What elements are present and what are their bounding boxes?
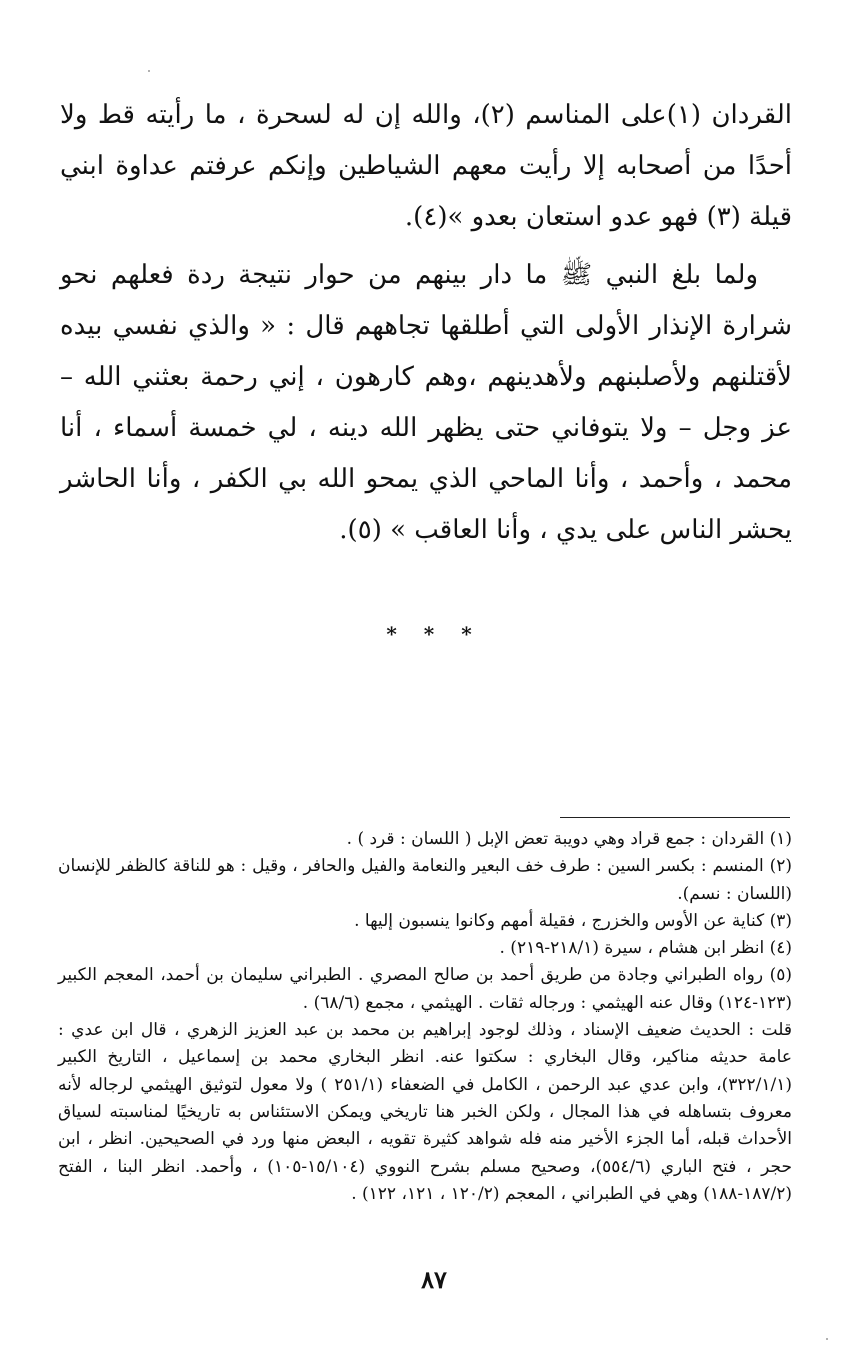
footnote-divider xyxy=(560,817,790,818)
footnotes xyxy=(58,826,792,1208)
paragraph-text: ولما بلغ النبي ﷺ ما دار بينهم من حوار نتيجة ردة فعلهم نحو شرارة الإنذار الأولى التي أطلقها تجاههم قال : « والذي نفسي بيده لأقتلنهم ولأصلبنهم ولأهدينهم ،وهم كارهون ، إني رحمة بعثني الله – عز وجل – ولا يتوفاني حتى يظهر الله دينه ، لي خمسة أسماء ، أنا محمد ، وأحمد ، وأنا الماحي الذي يمحو الله بي الكفر ، وأنا الحاشر يحشر الناس على يدي ، وأنا العاقب » (٥). xyxy=(60,260,792,545)
scan-speck xyxy=(148,70,150,72)
scan-speck xyxy=(826,1338,828,1340)
footnote-2: (٢) المنسم : بكسر السين : طرف خف البعير والنعامة والفيل والحافر ، وقيل : هو للناقة كالظفر للإنسان (اللسان : نسم). xyxy=(58,856,792,904)
main-paragraph-1 xyxy=(60,90,792,243)
paragraph-text: القردان (١)على المناسم (٢)، والله إن له لسحرة ، ما رأيته قط ولا أحدًا من أصحابه إلا رأيت معهم الشياطين وإنكم عرفتم عداوة ابني قيلة (٣) فهو عدو استعان بعدو »(٤). xyxy=(60,100,792,232)
footnote-4: (٤) انظر ابن هشام ، سيرة (٢١٨/١-٢١٩) . xyxy=(499,938,792,959)
main-paragraph-2 xyxy=(60,250,792,556)
footnote-5: (٥) رواه الطبراني وجادة من طريق أحمد بن صالح المصري . الطبراني سليمان بن أحمد، المعجم الكبير (١٢٣-١٢٤) وقال عنه الهيثمي : ورجاله ثقات . الهيثمي ، مجمع (٦٨/٦) . xyxy=(58,965,792,1013)
footnote-commentary: قلت : الحديث ضعيف الإسناد ، وذلك لوجود إبراهيم بن محمد بن عبد العزيز الزهري ، قال ابن عدي : عامة حديثه مناكير، وقال البخاري : سكتوا عنه. انظر البخاري محمد بن إسماعيل ، التاريخ الكبير (٣٢٢/١/١)، وابن عدي عبد الرحمن ، الكامل في الضعفاء (٢٥١/١ ) ولا معول لتوثيق الهيثمي لرجاله لأنه معروف بتساهله في هذا المجال ، ولكن الخبر هنا تاريخي ويمكن الاستئناس به تاريخيًا لمناسبته لسياق الأحداث قبله، أما الجزء الأخير منه فله شواهد كثيرة تقويه ، البعض منها ورد في الصحيحين. انظر ، ابن حجر ، فتح الباري (٥٥٤/٦)، وصحيح مسلم بشرح النووي (١٥/١٠٤-١٠٥) ، وأحمد. انظر البنا ، الفتح (١٨٧/٢-١٨٨) وهي في الطبراني ، المعجم (١٢٠/٢ ، ١٢١، ١٢٢) . xyxy=(58,1020,793,1204)
footnote-1: (١) القردان : جمع قراد وهي دويبة تعض الإبل ( اللسان : قرد ) . xyxy=(346,829,792,849)
section-separator: * * * xyxy=(386,622,482,646)
page-number: ٨٧ xyxy=(421,1265,447,1294)
footnote-3: (٣) كناية عن الأوس والخزرج ، فقيلة أمهم وكانوا ينسبون إليها . xyxy=(354,910,792,931)
